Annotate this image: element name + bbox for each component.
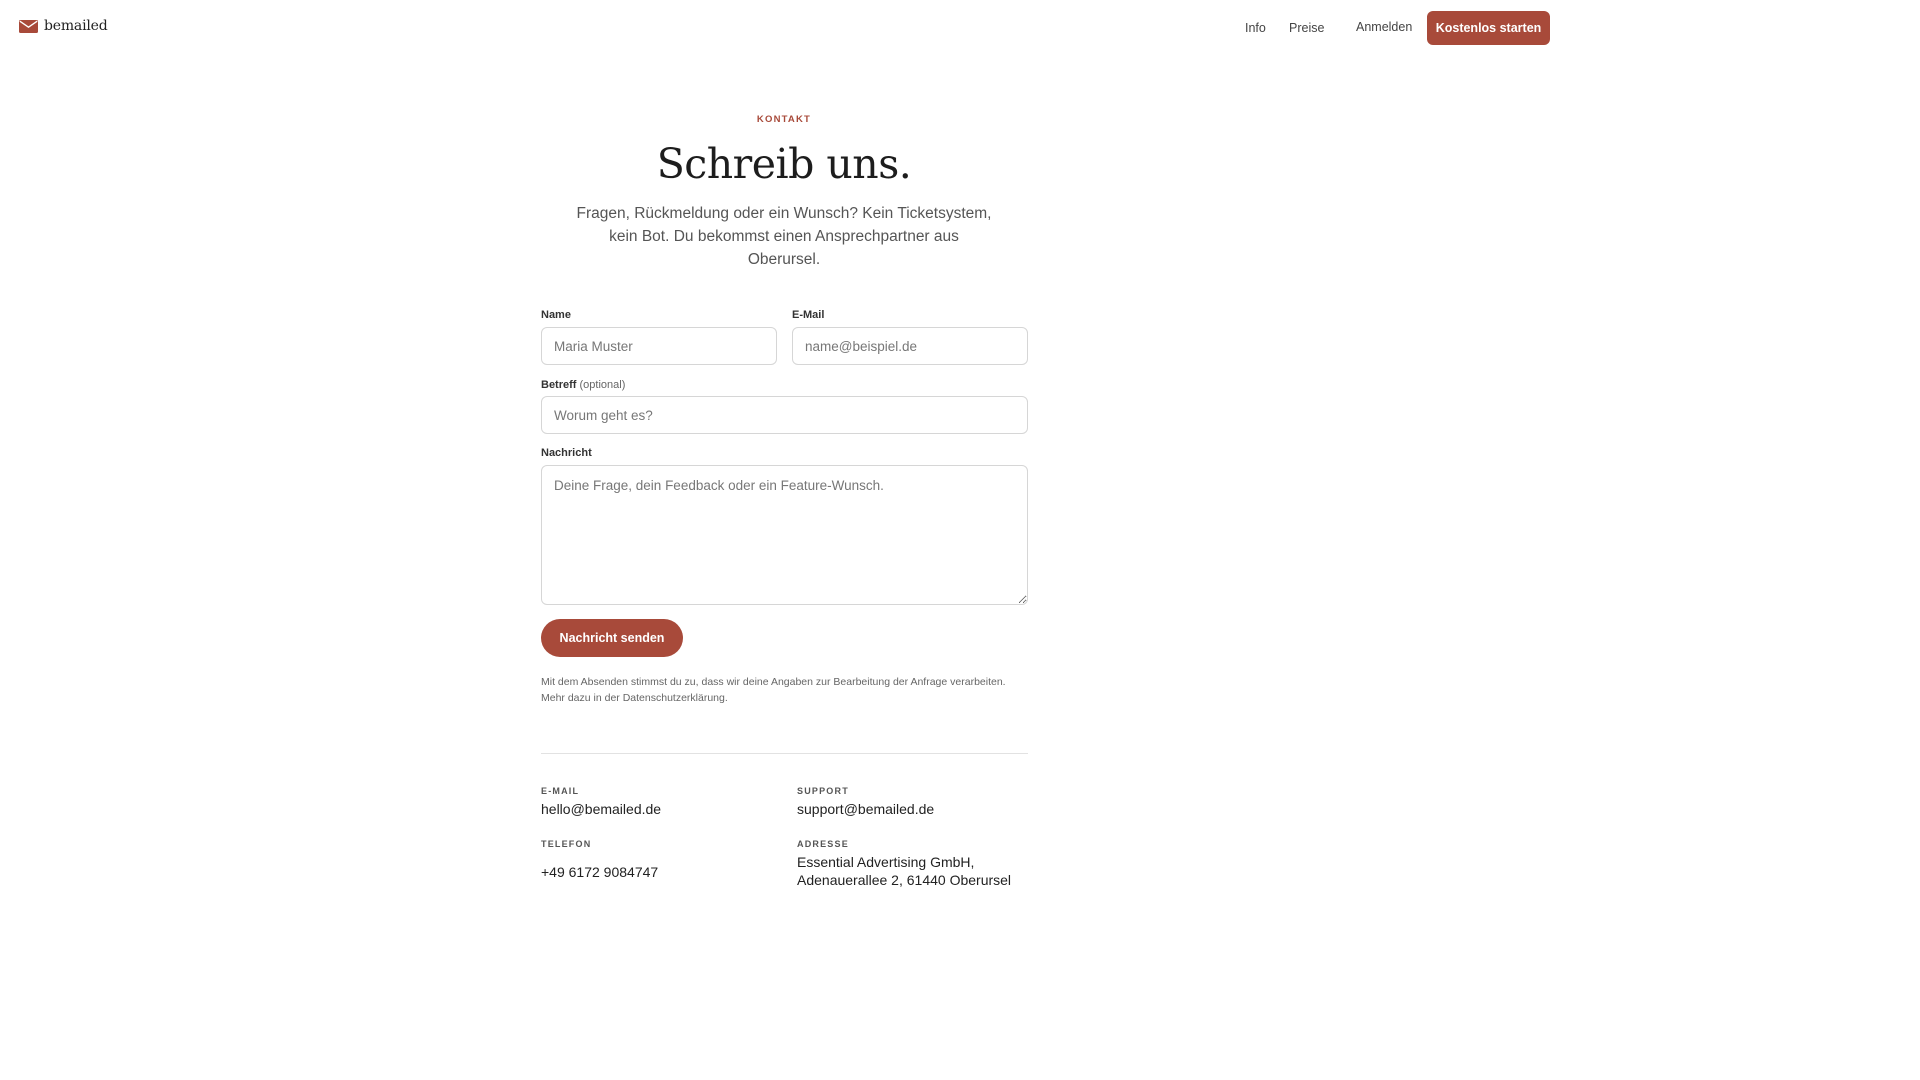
name-input[interactable] bbox=[541, 327, 777, 365]
email-info-label: E-MAIL bbox=[541, 786, 580, 796]
nav-link-preise[interactable]: Preise bbox=[1289, 21, 1325, 35]
top-navigation bbox=[0, 0, 1568, 56]
name-label: Name bbox=[541, 309, 571, 321]
address-line-1: Essential Advertising GmbH, bbox=[797, 854, 975, 870]
subject-optional-hint: (optional) bbox=[579, 379, 626, 391]
privacy-policy-link[interactable]: Datenschutzerklärung. bbox=[622, 692, 728, 704]
consent-text: Mit dem Absenden stimmst du zu, dass wir deine Angaben zur Bearbeitung der Anfrage verarbeiten. bbox=[541, 676, 1006, 688]
email-info-link[interactable]: hello@bemailed.de bbox=[541, 801, 662, 817]
email-label: E-Mail bbox=[792, 309, 825, 321]
support-info-label: SUPPORT bbox=[797, 786, 849, 796]
address-info-label: ADRESSE bbox=[797, 839, 849, 849]
consent-more-prefix: Mehr dazu in der bbox=[541, 692, 620, 704]
consent-notice bbox=[541, 674, 1041, 706]
nav-link-info[interactable]: Info bbox=[1245, 21, 1266, 35]
send-message-button[interactable]: Nachricht senden bbox=[541, 619, 683, 657]
address-line-2: Adenauerallee 2, 61440 Oberursel bbox=[797, 872, 1012, 888]
address-info-value bbox=[797, 853, 1011, 889]
subject-label-text: Betreff bbox=[541, 379, 577, 391]
phone-info-link[interactable]: +49 6172 9084747 bbox=[541, 864, 659, 880]
brand-logo[interactable] bbox=[19, 18, 107, 34]
page-title: Schreib uns. bbox=[656, 140, 912, 188]
phone-info-label: TELEFON bbox=[541, 839, 592, 849]
email-input[interactable] bbox=[792, 327, 1028, 365]
brand-name: bemailed bbox=[44, 18, 108, 34]
consent-more bbox=[541, 690, 1041, 706]
message-label: Nachricht bbox=[541, 447, 592, 459]
support-info-link[interactable]: support@bemailed.de bbox=[797, 801, 935, 817]
start-free-button[interactable]: Kostenlos starten bbox=[1427, 11, 1550, 45]
section-eyebrow: KONTAKT bbox=[756, 114, 812, 125]
envelope-icon bbox=[19, 20, 38, 33]
message-textarea[interactable] bbox=[541, 465, 1028, 605]
login-link[interactable]: Anmelden bbox=[1356, 20, 1413, 34]
subject-label bbox=[541, 379, 625, 391]
page-intro: Fragen, Rückmeldung oder ein Wunsch? Kein Ticketsystem, kein Bot. Du bekommst einen Ansprechpartner aus Oberursel. bbox=[576, 205, 992, 268]
subject-input[interactable] bbox=[541, 396, 1028, 434]
section-divider bbox=[541, 753, 1028, 754]
